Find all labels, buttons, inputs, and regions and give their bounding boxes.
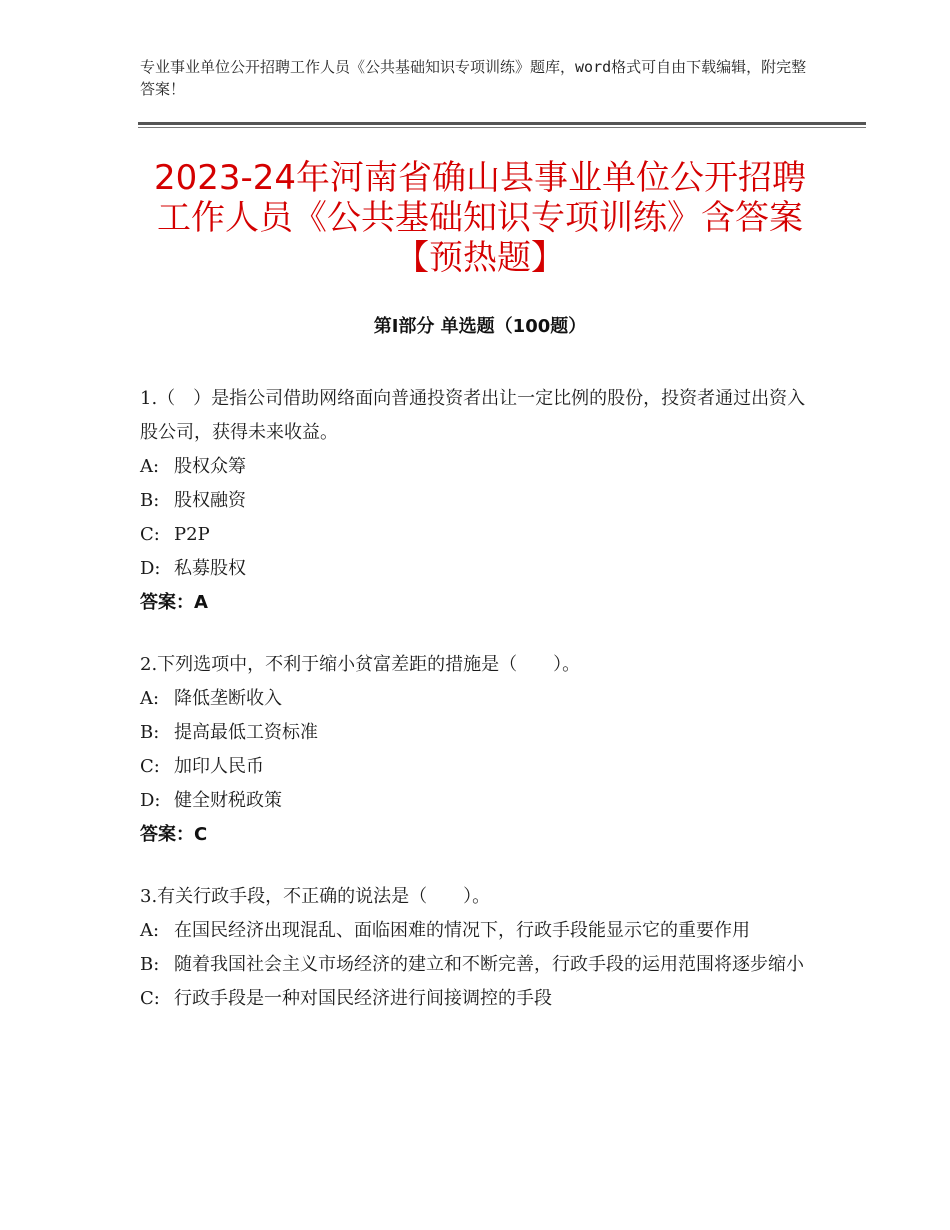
answer-label: 答案：	[140, 592, 194, 613]
option-c	[140, 982, 806, 1016]
option-text: 加印人民币	[174, 756, 264, 777]
question-stem: 2.下列选项中，不利于缩小贫富差距的措施是（ ）。	[140, 654, 581, 675]
option-text: P2P	[174, 524, 210, 545]
option-d	[140, 552, 806, 586]
option-letter: B:	[140, 954, 160, 975]
option-letter: D:	[140, 558, 161, 579]
option-letter: C:	[140, 756, 160, 777]
option-b	[140, 948, 806, 982]
option-letter: B:	[140, 490, 160, 511]
option-b	[140, 484, 806, 518]
option-a	[140, 682, 806, 716]
option-text: 提高最低工资标准	[174, 722, 318, 743]
question-list	[140, 382, 806, 1044]
header-note: 专业事业单位公开招聘工作人员《公共基础知识专项训练》题库，word格式可自由下载编辑，附完整答案！	[140, 58, 807, 98]
question-stem: 1.（ ）是指公司借助网络面向普通投资者出让一定比例的股份，投资者通过出资入股公司，获得未来收益。	[140, 388, 806, 443]
option-b	[140, 716, 806, 750]
answer-line	[140, 586, 806, 620]
option-letter: A:	[140, 920, 160, 941]
option-c	[140, 750, 806, 784]
option-text: 随着我国社会主义市场经济的建立和不断完善，行政手段的运用范围将逐步缩小	[174, 954, 804, 975]
question-2	[140, 648, 806, 852]
option-letter: C:	[140, 988, 160, 1009]
answer-line	[140, 818, 806, 852]
option-a	[140, 914, 806, 948]
document-title: 2023-24年河南省确山县事业单位公开招聘工作人员《公共基础知识专项训练》含答案【预热题】	[153, 158, 807, 278]
header-divider	[138, 122, 866, 125]
option-a	[140, 450, 806, 484]
option-text: 股权融资	[174, 490, 246, 511]
option-letter: D:	[140, 790, 161, 811]
question-stem: 3.有关行政手段，不正确的说法是（ ）。	[140, 886, 491, 907]
option-letter: B:	[140, 722, 160, 743]
answer-value: C	[194, 824, 208, 845]
option-text: 行政手段是一种对国民经济进行间接调控的手段	[174, 988, 552, 1009]
option-text: 股权众筹	[174, 456, 246, 477]
header-divider-thin	[138, 127, 866, 128]
option-text: 私募股权	[174, 558, 246, 579]
option-text: 降低垄断收入	[174, 688, 282, 709]
answer-label: 答案：	[140, 824, 194, 845]
option-c	[140, 518, 806, 552]
option-text: 在国民经济出现混乱、面临困难的情况下，行政手段能显示它的重要作用	[174, 920, 750, 941]
option-letter: A:	[140, 456, 160, 477]
option-letter: C:	[140, 524, 160, 545]
answer-value: A	[194, 592, 208, 613]
option-letter: A:	[140, 688, 160, 709]
question-3	[140, 880, 806, 1016]
option-d	[140, 784, 806, 818]
option-text: 健全财税政策	[174, 790, 282, 811]
question-1	[140, 382, 806, 620]
section-title: 第I部分 单选题（100题）	[373, 316, 587, 337]
